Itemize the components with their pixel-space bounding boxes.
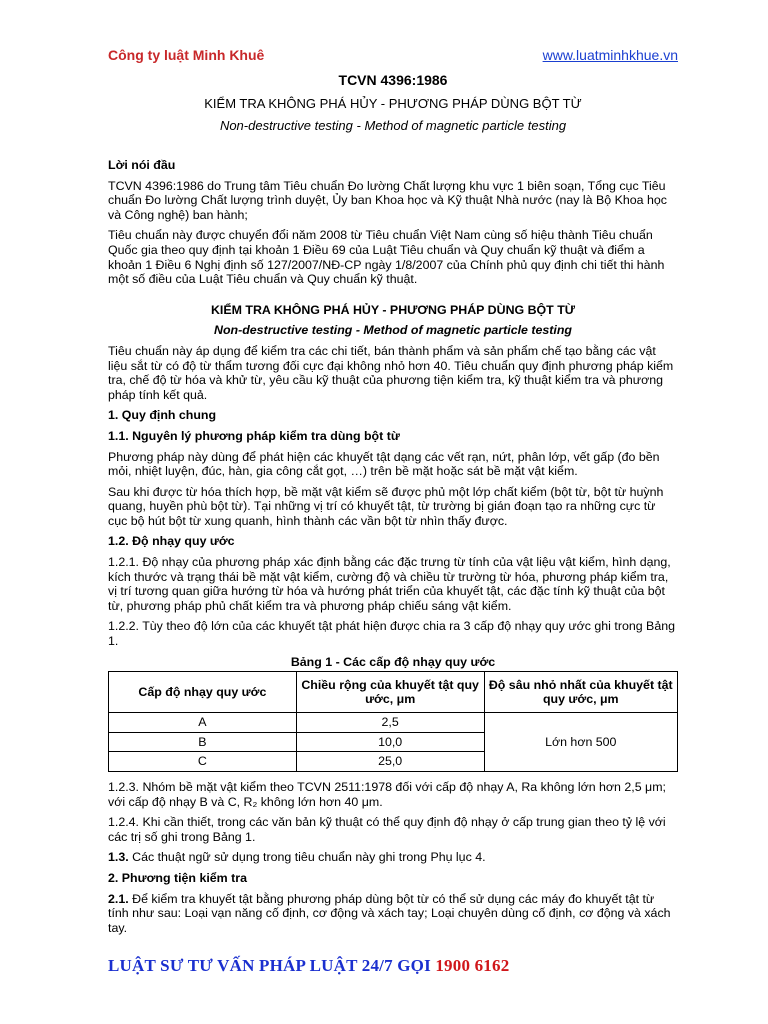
section-1-1-heading: 1.1. Nguyên lý phương pháp kiểm tra dùng bột từ (108, 428, 400, 443)
sensitivity-table (108, 671, 678, 772)
footer-text: LUẬT SƯ TƯ VẤN PHÁP LUẬT 24/7 GỌI (108, 956, 436, 975)
section-1-heading: 1. Quy định chung (108, 408, 217, 423)
footer-hotline-banner (108, 956, 678, 976)
table-cell-width: 2,5 (296, 713, 484, 733)
section-2-1-number: 2.1. (108, 891, 129, 906)
document-body (108, 158, 678, 941)
table-header-width: Chiều rộng của khuyết tật quy ước, μm (296, 672, 484, 713)
scope-paragraph: Tiêu chuẩn này áp dụng để kiểm tra các chi tiết, bán thành phẩm và sản phẩm chế tạo bằng các vật liệu sắt từ có độ từ thẩm tương đối cực đại không nhỏ hơn 40. Tiêu chuẩn quy định phương pháp kiểm tra, chế độ từ hóa và khử từ, yêu cầu kỹ thuật của phương tiện kiểm tra, kỹ thuật kiểm tra và phương pháp tính kết quả. (108, 343, 674, 402)
page-header (108, 47, 678, 67)
foreword-paragraph-1: TCVN 4396:1986 do Trung tâm Tiêu chuẩn Đo lường Chất lượng khu vực 1 biên soạn, Tổng cục Tiêu chuẩn Đo lường Chất lượng trình duyệt, Ủy ban Khoa học và Kỹ thuật Nhà nước (nay là Bộ Khoa học và Công nghệ) ban hành; (108, 178, 667, 222)
table-header-row (109, 672, 678, 713)
section-1-2-1-paragraph: 1.2.1. Độ nhạy của phương pháp xác định bằng các đặc trưng từ tính của vật liệu vật kiểm, hình dạng, kích thước và trạng thái bề mặt vật kiểm, cường độ và chiều từ trường từ hóa, phương pháp kiểm tra, vị trí tương quan giữa hướng từ hóa và hướng phát triển của khuyết tật, các đặc tính kỹ thuật của bột từ, phương pháp phủ chất kiểm tra và phương pháp chiếu sáng vật kiểm. (108, 555, 671, 613)
website-link[interactable]: www.luatminhkhue.vn (542, 47, 678, 63)
section-2-1-text: Để kiểm tra khuyết tật bằng phương pháp dùng bột từ có thể sử dụng các máy đo khuyết tật từ tính như sau: Loại vạn năng cố định, cơ động và xách tay; Loại chuyên dùng cố định, cơ động và xách tay. (108, 891, 671, 935)
table-row (109, 713, 678, 733)
section-1-1-paragraph-a: Phương pháp này dùng để phát hiện các khuyết tật dạng các vết rạn, nứt, phân lớp, vết gấp (đo bền mỏi, nhiệt luyện, đúc, hàn, gia công cắt gọt, …) trên bề mặt hoặc sát bề mặt vật kiểm. (108, 449, 660, 479)
document-title: KIỂM TRA KHÔNG PHÁ HỦY - PHƯƠNG PHÁP DÙNG BỘT TỪ (204, 96, 582, 111)
document-code: TCVN 4396:1986 (338, 72, 448, 88)
document-subtitle: Non-destructive testing - Method of magnetic particle testing (219, 118, 567, 133)
table-cell-level: B (109, 732, 297, 752)
section-1-2-heading: 1.2. Độ nhạy quy ước (108, 534, 235, 549)
section-1-3-number: 1.3. (108, 850, 129, 865)
main-subtitle: Non-destructive testing - Method of magnetic particle testing (214, 323, 572, 338)
foreword-heading: Lời nói đầu (108, 158, 176, 172)
table-cell-width: 25,0 (296, 752, 484, 772)
section-1-2-4-paragraph: 1.2.4. Khi cần thiết, trong các văn bản kỹ thuật có thể quy định độ nhạy ở cấp trung gian theo tỷ lệ với các trị số ghi trong Bảng 1. (108, 815, 666, 844)
table-header-level: Cấp độ nhạy quy ước (109, 672, 297, 713)
section-2-1-paragraph (108, 892, 678, 936)
section-1-3-paragraph (108, 850, 678, 865)
table-caption: Bảng 1 - Các cấp độ nhạy quy ước (290, 654, 496, 669)
table-cell-depth: Lớn hơn 500 (484, 713, 677, 772)
section-1-2-3-paragraph: 1.2.3. Nhóm bề mặt vật kiểm theo TCVN 2511:1978 đối với cấp độ nhạy A, Ra không lớn hơn 2,5 μm; với cấp độ nhạy B và C, R₂ không lớn hơn 40 μm. (108, 780, 666, 809)
section-2-heading: 2. Phương tiện kiểm tra (108, 870, 247, 885)
section-1-2-2-paragraph: 1.2.2. Tùy theo độ lớn của các khuyết tật phát hiện được chia ra 3 cấp độ nhạy quy ước ghi trong Bảng 1. (108, 619, 675, 649)
section-1-3-text: Các thuật ngữ sử dụng trong tiêu chuẩn này ghi trong Phụ lục 4. (128, 850, 486, 865)
company-name: Công ty luật Minh Khuê (108, 47, 265, 63)
table-cell-level: A (109, 713, 297, 733)
section-1-1-paragraph-b: Sau khi được từ hóa thích hợp, bề mặt vật kiểm sẽ được phủ một lớp chất kiểm (bột từ, bột từ huỳnh quang, huyền phù bột từ). Tại những vị trí có khuyết tật, từ trường bị gián đoạn tạo ra những cực từ cục bộ hút bột từ xung quanh, hình thành các vần bột từ nhìn thấy được. (108, 484, 664, 528)
table-header-depth: Độ sâu nhỏ nhất của khuyết tật quy ước, μm (484, 672, 677, 713)
table-cell-level: C (109, 752, 297, 772)
hotline-phone[interactable]: 1900 6162 (435, 956, 510, 975)
main-title: KIỂM TRA KHÔNG PHÁ HỦY - PHƯƠNG PHÁP DÙNG BỘT TỪ (210, 302, 576, 317)
foreword-paragraph-2: Tiêu chuẩn này được chuyển đổi năm 2008 từ Tiêu chuẩn Việt Nam cùng số hiệu thành Tiêu chuẩn Quốc gia theo quy định tại khoản 1 Điều 69 của Luật Tiêu chuẩn và Quy chuẩn kỹ thuật và điểm a khoản 1 Điều 6 Nghị định số 127/2007/NĐ-CP ngày 1/8/2007 của Chính phủ quy định chi tiết thi hành một số điều của Luật Tiêu chuẩn và Quy chuẩn kỹ thuật. (108, 228, 665, 287)
table-cell-width: 10,0 (296, 732, 484, 752)
